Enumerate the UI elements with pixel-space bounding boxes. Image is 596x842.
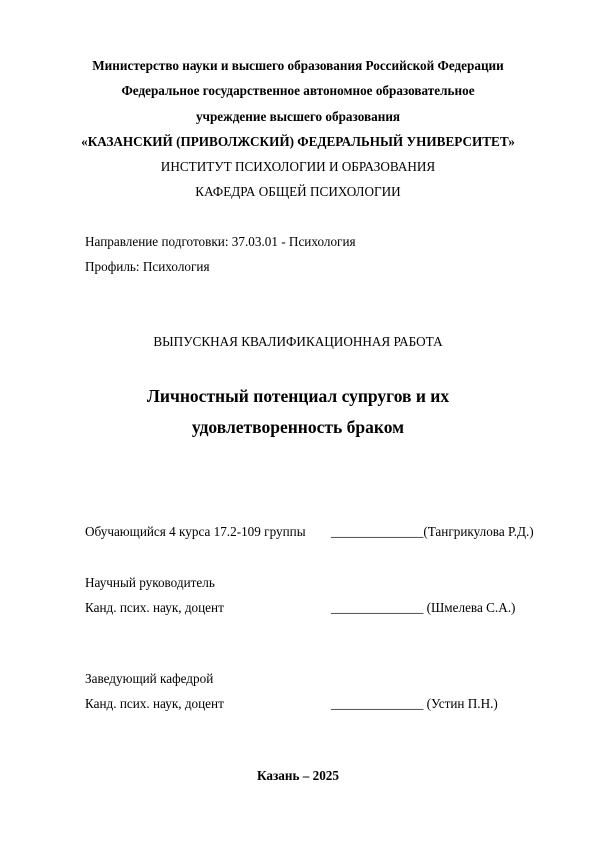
study-profile: Профиль: Психология: [85, 259, 210, 274]
student-signature: ______________(Тангрикулова Р.Д.): [331, 524, 534, 539]
head-signature: ______________ (Устин П.Н.): [331, 696, 498, 711]
supervisor-role: Научный руководитель: [85, 575, 215, 590]
supervisor-degree: Канд. псих. наук, доцент: [85, 600, 224, 615]
thesis-title-line-2: удовлетворенность браком: [191, 417, 405, 437]
institution-line-1: Федеральное государственное автономное образовательное: [121, 83, 475, 98]
supervisor-signature: ______________ (Шмелева С.А.): [331, 600, 516, 615]
work-type: ВЫПУСКНАЯ КВАЛИФИКАЦИОННАЯ РАБОТА: [153, 334, 443, 349]
thesis-title-line-1: Личностный потенциал супругов и их: [146, 386, 450, 406]
student-label: Обучающийся 4 курса 17.2-109 группы: [85, 524, 306, 539]
head-role: Заведующий кафедрой: [85, 671, 214, 686]
university-name: «КАЗАНСКИЙ (ПРИВОЛЖСКИЙ) ФЕДЕРАЛЬНЫЙ УНИВЕРСИТЕТ»: [81, 134, 515, 149]
study-direction: Направление подготовки: 37.03.01 - Психология: [85, 234, 356, 249]
department-name: КАФЕДРА ОБЩЕЙ ПСИХОЛОГИИ: [195, 184, 401, 199]
institute-name: ИНСТИТУТ ПСИХОЛОГИИ И ОБРАЗОВАНИЯ: [160, 159, 436, 174]
ministry-line: Министерство науки и высшего образования Российской Федерации: [92, 58, 504, 73]
institution-line-2: учреждение высшего образования: [195, 109, 401, 124]
head-degree: Канд. псих. наук, доцент: [85, 696, 224, 711]
city-year: Казань – 2025: [256, 768, 339, 783]
